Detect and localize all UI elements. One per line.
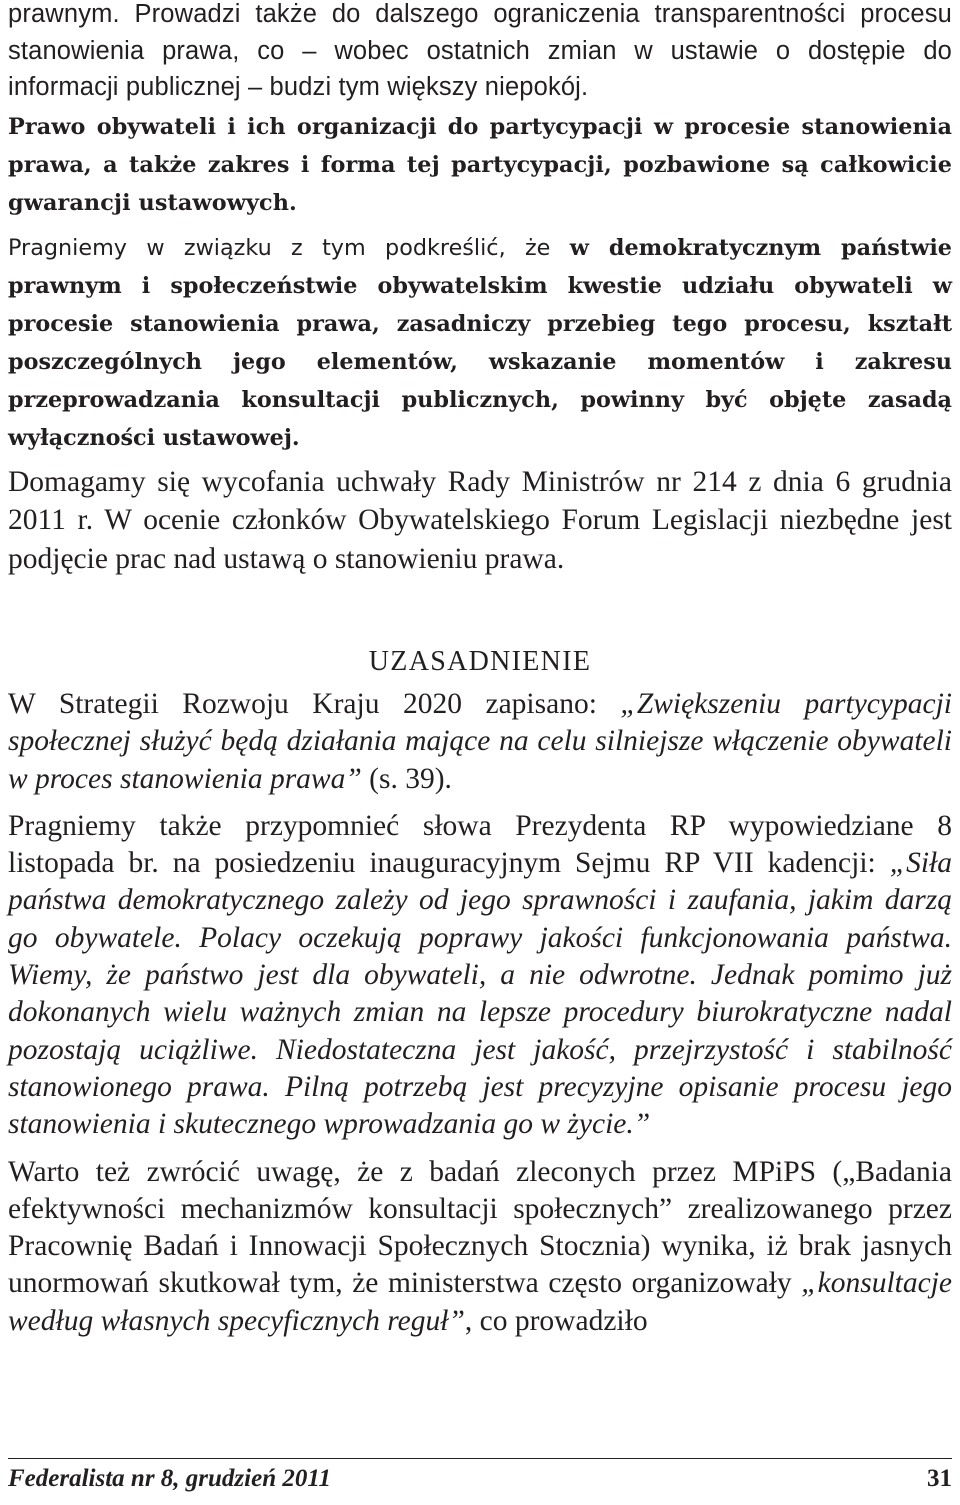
paragraph-president-text: Pragniemy także przypomnieć słowa Prezydenta RP wypowiedziane 8 listopada br. na posiedzeniu inauguracyjnym Sejmu RP VII kadencji:	[8, 809, 952, 880]
paragraph-research	[8, 1154, 952, 1340]
page-footer	[8, 1458, 952, 1493]
paragraph-strategy-text: W Strategii Rozwoju Kraju 2020 zapisano:	[8, 688, 621, 720]
paragraph-strategy	[8, 686, 952, 798]
paragraph-president-quote: „Siła państwa demokratycznego zależy od jego sprawności i zaufania, jakim darzą go obywatele. Polacy oczekują poprawy jakości funkcjonowania państwa. Wiemy, że państwo jest dla obywateli, a nie odwrotne. Jednak pomimo już dokonanych wielu ważnych zmian na lepsze procedury biurokratyczne nadal pozostają uciążliwe. Niedostateczna jest jakość, przejrzystość i stabilność stanowionego prawa. Pilną potrzebą jest precyzyjne opisanie procesu jego stanowienia i skutecznego wprowadzania go w życie.”	[8, 847, 952, 1141]
paragraph-demand	[8, 229, 952, 457]
footer-publication: Federalista nr 8, grudzień 2011	[8, 1465, 331, 1492]
paragraph-strategy-quote: „Zwiększeniu partycypacji społecznej służyć będą działania mające na celu silniejsze włączenie obywateli w proces stanowienia prawa”	[8, 688, 952, 795]
paragraph-research-tail: , co prowadziło	[464, 1304, 648, 1337]
paragraph-strategy-citation: (s. 39).	[361, 762, 452, 795]
paragraph-intro: prawnym. Prowadzi także do dalszego ograniczenia transparentności procesu stanowienia prawa, co – wobec ostatnich zmian w ustawie o dostępie do informacji publicznej – budzi tym większy niepokój.	[8, 0, 952, 101]
paragraph-demand-lead: Pragniemy w związku z tym podkreślić, że	[8, 234, 570, 261]
document-page	[8, 0, 952, 1340]
section-heading: UZASADNIENIE	[368, 646, 592, 677]
paragraph-withdrawal-demand: Domagamy się wycofania uchwały Rady Ministrów nr 214 z dnia 6 grudnia 2011 r. W ocenie członków Obywatelskiego Forum Legislacji niezbędne jest podjęcie prac nad ustawą o stanowieniu prawa.	[8, 465, 952, 575]
paragraph-bold-statement: Prawo obywateli i ich organizacji do partycypacji w procesie stanowienia prawa, a także zakres i forma tej partycypacji, pozbawione są całkowicie gwarancji ustawowych.	[8, 113, 952, 216]
paragraph-research-quote: „konsultacje według własnych specyficznych reguł”	[8, 1267, 952, 1337]
paragraph-president	[8, 808, 952, 1144]
paragraph-research-text: Warto też zwrócić uwagę, że z badań zleconych przez MPiPS („Badania efektywności mechanizmów konsultacji społecznych” zrealizowanego przez Pracownię Badań i Innowacji Społecznych Stocznia) wynika, iż brak jasnych unormowań skutkował tym, że ministerstwa często organizowały	[8, 1155, 952, 1300]
footer-page-number: 31	[927, 1465, 952, 1492]
paragraph-demand-bold: w demokratycznym państwie prawnym i społeczeństwie obywatelskim kwestie udziału obywateli w procesie stanowienia prawa, zasadniczy przebieg tego procesu, kształt poszczególnych jego elementów, wskazanie momentów i zakresu przeprowadzania konsultacji publicznych, powinny być objęte zasadą wyłączności ustawowej.	[8, 234, 952, 451]
